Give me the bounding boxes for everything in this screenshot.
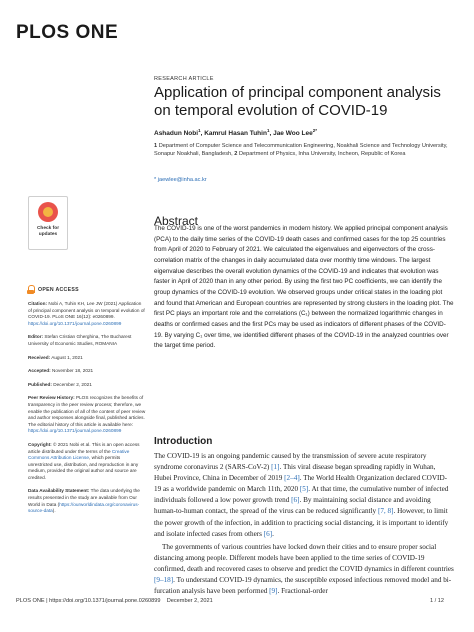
reference-link[interactable]: [7, 8]	[377, 507, 394, 516]
introduction-paragraph-1	[154, 451, 454, 540]
affiliation-number: 2	[234, 151, 238, 158]
article-info-sidebar	[28, 286, 146, 522]
received-block	[28, 355, 146, 362]
intro-text: .	[272, 529, 274, 538]
reference-link[interactable]: [2–4]	[284, 474, 300, 483]
reference-link[interactable]: [1]	[271, 463, 280, 472]
author-list: Ashadun Nobi$^1$, Kamrul Hasan Tuhin$^1$, Jae Woo Lee$^{2*}$	[154, 128, 317, 138]
crossmark-icon	[38, 202, 58, 222]
data-availability-block	[28, 488, 146, 514]
editor-block	[28, 334, 146, 347]
check-updates-label: Check for updates	[36, 226, 60, 237]
published-label: Published:	[28, 381, 52, 387]
peer-review-label: Peer Review History:	[28, 395, 75, 401]
open-access-label: OPEN ACCESS	[38, 286, 79, 293]
author-affil-marker: 2*	[312, 128, 317, 133]
reference-link[interactable]: [9–18]	[154, 576, 174, 585]
introduction-paragraph-2	[154, 542, 454, 597]
open-access-badge	[28, 286, 146, 294]
author-affil-marker: 1	[266, 128, 270, 133]
citation-doi-link[interactable]: https://doi.org/10.1371/journal.pone.0260899	[28, 320, 122, 326]
intro-text: . At that time, the cumulative number of infected individuals followed a low power growth trend	[154, 485, 449, 505]
peer-review-text: PLOS recognizes the benefits of transparency in the peer review process; therefore, we enable the publication of all of the content of peer review and author responses alongside final, published articles. The editorial history of this article is available here:	[28, 395, 146, 427]
footer-journal-doi[interactable]: PLOS ONE | https://doi.org/10.1371/journal.pone.0260899	[16, 598, 161, 604]
affiliation-number: 1	[154, 143, 158, 149]
peer-review-block	[28, 395, 146, 435]
copyright-text: © 2021 Nobi et al. This is an open access article distributed under the terms of the	[28, 441, 140, 454]
published-block	[28, 382, 146, 389]
citation-text: Nobi A, Tuhin KH, Lee JW (2021) Application of principal component analysis on temporal evolution of COVID-19. PLoS ONE 16(12): e0260899.	[28, 301, 145, 320]
received-date: August 1, 2021	[51, 354, 83, 360]
reference-link[interactable]: [9]	[269, 587, 278, 596]
article-title: Application of principal component analysis on temporal evolution of COVID-19	[154, 84, 441, 119]
data-availability-text-end: ).	[52, 508, 56, 514]
author-name[interactable]: Ashadun Nobi	[154, 130, 199, 138]
editor-text: Stefan Cristian Gherghina, The Bucharest University of Economic Studies, ROMANIA	[28, 334, 132, 346]
page-number: 1 / 12	[430, 598, 444, 604]
affiliation-text: Department of Computer Science and Telecommunication Engineering, Noakhali Science and Technology University, Sonapur Noakhali, Bangladesh,	[154, 143, 448, 158]
accepted-date: November 18, 2021	[51, 368, 94, 374]
editor-label: Editor:	[28, 334, 44, 340]
author-name[interactable]: Jae Woo Lee	[273, 130, 313, 138]
received-label: Received:	[28, 354, 51, 360]
citation-block	[28, 301, 146, 327]
author-affil-marker: 1	[198, 128, 201, 133]
cc-license-link[interactable]: Creative Commons Attribution License	[28, 448, 130, 461]
intro-text: . By maintaining social distance and avoiding human-to-human contact, the spread of the virus can be reduced significantly	[154, 496, 431, 516]
intro-text: . The World Health Organization declared COVID-19 as a worldwide pandemic on March 11th, 2020	[154, 474, 448, 494]
affiliations	[154, 142, 454, 158]
accepted-block	[28, 368, 146, 375]
intro-text: The COVID-19 is an ongoing pandemic caused by the transmission of severe acute respiratory syndrome coronavirus 2 (SARS-CoV-2)	[154, 452, 427, 472]
data-availability-text: The data underlying the results presented in the study are available from Our World in Data (	[28, 488, 140, 507]
abstract-heading: Abstract	[154, 213, 199, 228]
intro-text: . Fractional-order	[277, 587, 328, 596]
affiliation-text: Department of Physics, Inha University, Incheon, Republic of Korea	[238, 151, 406, 158]
check-for-updates-badge[interactable]	[28, 196, 68, 250]
author-name[interactable]: Kamrul Hasan Tuhin	[204, 130, 267, 138]
data-source-link[interactable]: https://ourworldindata.org/coronavirus-source-data	[28, 501, 140, 514]
intro-text: The governments of various countries have locked down their cities and to ensure proper social distancing among people. Different models have been applied to the time series of COVID-19 confirmed, death and recovered cases to observe and predict the COVID dynamics in different countries	[154, 543, 454, 574]
corresponding-email-link[interactable]: * jaewlee@inha.ac.kr	[154, 177, 207, 183]
peer-review-doi-link[interactable]: https://doi.org/10.1371/journal.pone.0260899	[28, 428, 122, 434]
accepted-label: Accepted:	[28, 368, 51, 374]
reference-link[interactable]: [6]	[263, 529, 273, 538]
citation-label: Citation:	[28, 301, 48, 306]
copyright-block	[28, 442, 146, 482]
journal-logo[interactable]: PLOS ONE	[16, 22, 119, 43]
footer-doi	[16, 598, 213, 604]
reference-link[interactable]: [6]	[291, 496, 300, 505]
open-lock-icon	[28, 285, 35, 293]
introduction-heading: Introduction	[154, 436, 213, 447]
article-type-label: RESEARCH ARTICLE	[154, 76, 214, 82]
intro-text: . However, to limit the power growth of the infection, in addition to practicing social distancing, it is important to identify and isolate infected cases from others	[154, 507, 449, 538]
footer-date: December 2, 2021	[166, 598, 213, 604]
copyright-text-end: , which permits unrestricted use, distribution, and reproduction in any medium, provided the original author and source are credited.	[28, 455, 139, 480]
data-availability-label: Data Availability Statement:	[28, 488, 90, 494]
intro-text: . To understand COVID-19 dynamics, the susceptible exposed infectious removed model and bi-furcation analysis have been performed	[154, 576, 452, 596]
copyright-label: Copyright:	[28, 441, 52, 447]
intro-text: . This viral disease began spreading rapidly in Wuhan, Hubei Province, China in December of 2019	[154, 463, 436, 483]
reference-link[interactable]: [5]	[299, 485, 309, 494]
abstract-text: The COVID-19 is one of the worst pandemics in modern history. We applied principal component analysis (PCA) to the daily time series of the COVID-19 death cases and confirmed cases for the top 25 countries from April of 2020 to February of 2021. We calculated the eigenvalues and eigenvectors of the cross-correlation matrix of the changes in daily accumulated data over monthly time windows. The largest eigenvalue describes the overall evolution dynamics of the COVID-19 and indicates that evolution was faster in April of 2020 than in any other period. By using the first two PC coefficients, we can identify the group dynamics of the COVID-19 evolution. We observed groups under critical states in the loading plot and found that American and European countries are represented by strong clusters in the loading plot. The first PC plays an important role and the correlations (C₁) between the normalized logarithmic changes in deaths or confirmed cases and the first PCs may be used as indicators of different phases of the COVID-19. By varying C₁ over time, we identified different phases of the COVID-19 in the analyzed countries over the target time period.	[154, 225, 454, 350]
published-date: December 2, 2021	[53, 381, 92, 387]
